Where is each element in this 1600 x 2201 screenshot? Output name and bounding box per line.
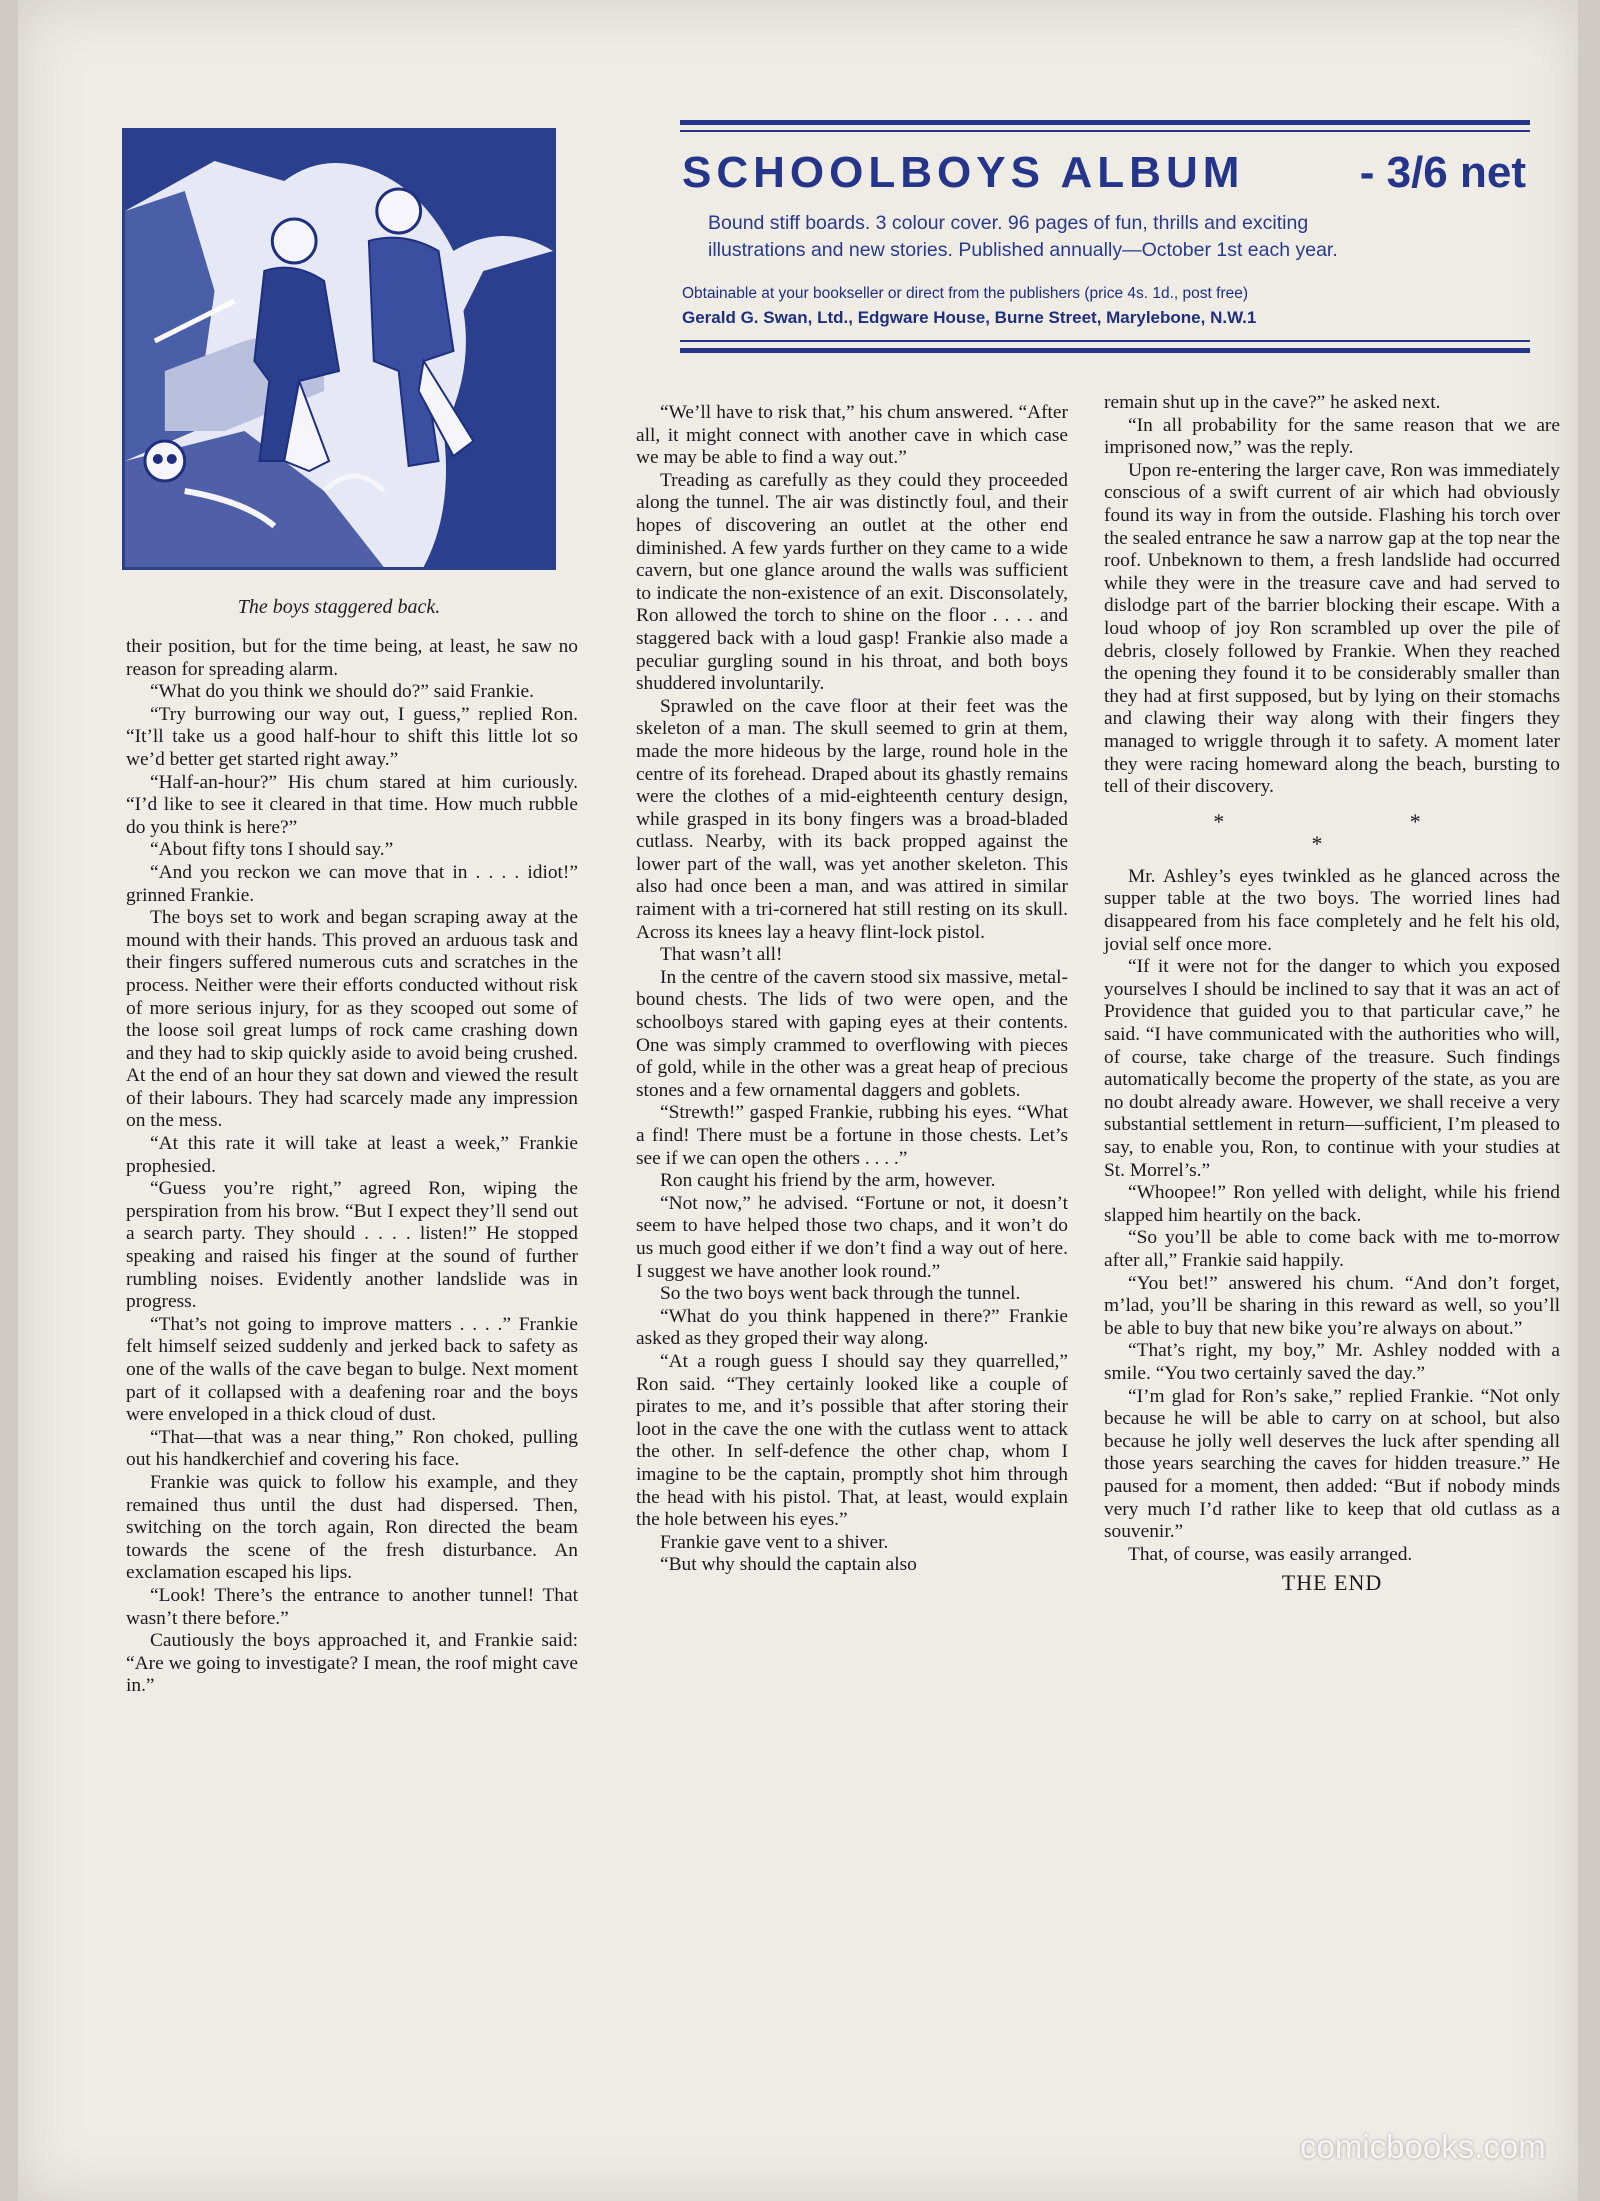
paragraph: Cautiously the boys approached it, and Frankie said: “Are we going to investigate? I mean, the roof might cave in.”: [126, 1630, 578, 1697]
paragraph: “But why should the captain also: [660, 1554, 917, 1576]
paragraph: “Half-an-hour?” His chum stared at him curiously. “I’d like to see it cleared in that time. How much rubble do you think is here?”: [126, 771, 578, 838]
paragraph: Mr. Ashley’s eyes twinkled as he glanced across the supper table at the two boys. The worried lines had disappeared from his face completely and he felt his old, jovial self once more.: [1104, 865, 1560, 955]
site-watermark: comicbooks.com: [1300, 2128, 1546, 2165]
magazine-page: [18, 0, 1578, 2201]
paragraph: “And you reckon we can move that in . . . . idiot!” grinned Frankie.: [126, 861, 578, 906]
paragraph: “In all probability for the same reason that we are imprisoned now,” was the reply.: [1104, 414, 1560, 459]
paragraph: “At this rate it will take at least a week,” Frankie prophesied.: [126, 1133, 578, 1177]
ad-desc-line1: Bound stiff boards. 3 colour cover. 96 pages of fun, thrills and exciting: [708, 212, 1309, 234]
ad-desc-line2: illustrations and new stories. Published annually—October 1st each year.: [708, 239, 1338, 261]
illustration-caption: The boys staggered back.: [237, 596, 441, 618]
the-end-label: THE END: [1281, 1570, 1383, 1596]
paragraph: “At a rough guess I should say they quarrelled,” Ron said. “They certainly looked like a couple of pirates to me, and it’s possible that after storing their loot in the cave the one with the cutlass went to attack the other. In self-defence the other chap, whom I imagine to be the captain, promptly shot him through the head with his pistol. That, at least, would explain the hole between his eyes.”: [636, 1350, 1068, 1531]
paragraph: In the centre of the cavern stood six massive, metal-bound chests. The lids of two were open, and the schoolboys stared with gaping eyes at their contents. One was simply crammed to overflowing with pieces of gold, while in the other was a great heap of precious stones and a few ornamental daggers and goblets.: [636, 966, 1068, 1101]
schoolboys-album-ad: [680, 112, 1534, 362]
paragraph: Frankie gave vent to a shiver.: [660, 1531, 889, 1553]
paragraph: Treading as carefully as they could they proceeded along the tunnel. The air was distinctly foul, and their hopes of discovering an outlet at the other end diminished. A few yards further on they came to a wide cavern, but one glance around the walls was sufficient to indicate the non-existence of an exit. Disconsolately, Ron allowed the torch to shine on the floor . . . . and staggered back with a loud gasp! Frankie also made a peculiar gurgling sound in his throat, and both boys shuddered involuntarily.: [636, 469, 1068, 695]
paragraph: “About fifty tons I should say.”: [150, 839, 394, 861]
paragraph: The boys set to work and began scraping away at the mound with their hands. This proved an arduous task and their fingers suffered numerous cuts and scratches in the process. Neither were their efforts conducted without risk of more serious injury, for as they scooped out some of the loose soil great lumps of rock came crashing down and they had to skip quickly aside to avoid being crushed. At the end of an hour they sat down and viewed the result of their labours. They had scarcely made any impression on the mess.: [126, 907, 578, 1132]
paragraph: Ron caught his friend by the arm, however.: [660, 1170, 996, 1192]
paragraph: Sprawled on the cave floor at their feet was the skeleton of a man. The skull seemed to grin at them, made the more hideous by the large, round hole in the centre of its forehead. Draped about its ghastly remains were the clothes of a mid-eighteenth century design, while grasped in its bony fingers was a broad-bladed cutlass. Nearby, with its back propped against the lower part of the wall, was yet another skeleton. This also had once been a man, and was attired in similar raiment with a tri-cornered hat still resting on its skull. Across its knees lay a heavy flint-lock pistol.: [636, 695, 1068, 943]
paragraph: “Not now,” he advised. “Fortune or not, it doesn’t seem to have helped those two chaps, and it won’t do us much good either if we don’t find a way out of here. I suggest we have another look round.”: [636, 1192, 1068, 1282]
paragraph: “I’m glad for Ron’s sake,” replied Frankie. “Not only because he will be able to carry on at school, but also because he jolly well deserves the luck after spending all those years searching the caves for hidden treasure.” He paused for a moment, then added: “But if nobody minds very much I’d rather like to keep that old cutlass as a souvenir.”: [1104, 1385, 1560, 1543]
story-column-3: [1104, 392, 1560, 1595]
paragraph: “Guess you’re right,” agreed Ron, wiping the perspiration from his brow. “But I expect they’ll send out a search party. They should . . . . listen!” He stopped speaking and raised his finger at the sound of further rumbling noises. Evidently another landslide was in progress.: [126, 1178, 578, 1313]
paragraph: “That’s not going to improve matters . . . .” Frankie felt himself seized suddenly and jerked back to safety as one of the walls of the cave began to bulge. Next moment part of it collapsed with a deafening roar and the boys were enveloped in a thick cloud of dust.: [126, 1313, 578, 1426]
paragraph: “Whoopee!” Ron yelled with delight, while his friend slapped him heartily on the back.: [1104, 1182, 1560, 1226]
ad-bottom-rule: [680, 348, 1530, 353]
ad-top-thin-rule: [680, 130, 1530, 132]
paragraph: “So you’ll be able to come back with me to-morrow after all,” Frankie said happily.: [1104, 1227, 1560, 1271]
paragraph: So the two boys went back through the tunnel.: [660, 1283, 1021, 1305]
paragraph: “What do you think happened in there?” Frankie asked as they groped their way along.: [636, 1305, 1068, 1350]
section-separator: * * *: [1213, 808, 1511, 857]
paragraph: remain shut up in the cave?” he asked next.: [1104, 392, 1441, 413]
paragraph: “We’ll have to risk that,” his chum answered. “After all, it might connect with another cave in which case we may be able to find a way out.”: [636, 402, 1068, 469]
ad-obtain-info: [682, 282, 1532, 330]
ad-obtain-line: Obtainable at your bookseller or direct from the publishers (price 4s. 1d., post free): [682, 285, 1249, 302]
story-column-1: [126, 636, 578, 1698]
paragraph: “What do you think we should do?” said Frankie.: [150, 681, 534, 703]
paragraph: their position, but for the time being, at least, he saw no reason for spreading alarm.: [126, 636, 578, 680]
ad-title: SCHOOLBOYS ALBUM: [682, 148, 1245, 197]
ad-bottom-thin-rule: [680, 340, 1530, 342]
paragraph: “Try burrowing our way out, I guess,” replied Ron. “It’ll take us a good half-hour to shift this little lot so we’d better get started right away.”: [126, 703, 578, 770]
paragraph: “Look! There’s the entrance to another tunnel! That wasn’t there before.”: [126, 1584, 578, 1629]
paragraph: “If it were not for the danger to which you exposed yourselves I should be inclined to say that it was an act of Providence that guided you to that particular cave,” he said. “I have communicated with the authorities who will, of course, take charge of the treasure. Such findings automatically become the property of the state, as you are no doubt already aware. However, we shall receive a very substantial settlement in return—sufficient, I’m pleased to say, to enable you, Ron, to continue with your studies at St. Morrel’s.”: [1104, 956, 1560, 1181]
ad-price: - 3/6 net: [1359, 148, 1526, 197]
paragraph: “That’s right, my boy,” Mr. Ashley nodded with a smile. “You two certainly saved the day.”: [1104, 1340, 1560, 1384]
paragraph: Upon re-entering the larger cave, Ron was immediately conscious of a swift current of air which had obviously found its way in from the outside. Flashing his torch over the sealed entrance he saw a narrow gap at the top near the roof. Unbeknown to them, a fresh landslide had occurred while they were in the treasure cave and had served to dislodge part of the barrier blocking their escape. With a loud whoop of joy Ron scrambled up over the pile of debris, closely followed by Frankie. When they reached the opening they found it to be considerably smaller than they had at first supposed, but by lying on their stomachs and clawing their way along with their fingers they managed to wriggle through it to safety. A moment later they were racing homeward along the beach, bursting to tell of their discovery.: [1104, 459, 1560, 798]
paragraph: “Strewth!” gasped Frankie, rubbing his eyes. “What a find! There must be a fortune in those chests. Let’s see if we can open the others . . . .”: [636, 1102, 1068, 1169]
story-column-2: [636, 402, 1068, 1577]
paragraph: That, of course, was easily arranged.: [1128, 1543, 1413, 1565]
ad-description: [708, 210, 1528, 264]
paragraph: “You bet!” answered his chum. “And don’t forget, m’lad, you’ll be sharing in this reward as well, so you’ll be able to buy that new bike you’re always on about.”: [1104, 1272, 1560, 1339]
story-illustration: [122, 128, 556, 570]
paragraph: That wasn’t all!: [660, 944, 783, 966]
ad-publisher-line: Gerald G. Swan, Ltd., Edgware House, Burne Street, Marylebone, N.W.1: [682, 308, 1257, 327]
two-boys-skeleton-illustration: [125, 131, 553, 567]
paragraph: Frankie was quick to follow his example, and they remained thus until the dust had dispersed. Then, switching on the torch again, Ron directed the beam towards the scene of the fresh disturbance. An exclamation escaped his lips.: [126, 1471, 578, 1584]
ad-top-rule: [680, 120, 1530, 125]
paragraph: “That—that was a near thing,” Ron choked, pulling out his handkerchief and covering his face.: [126, 1426, 578, 1471]
